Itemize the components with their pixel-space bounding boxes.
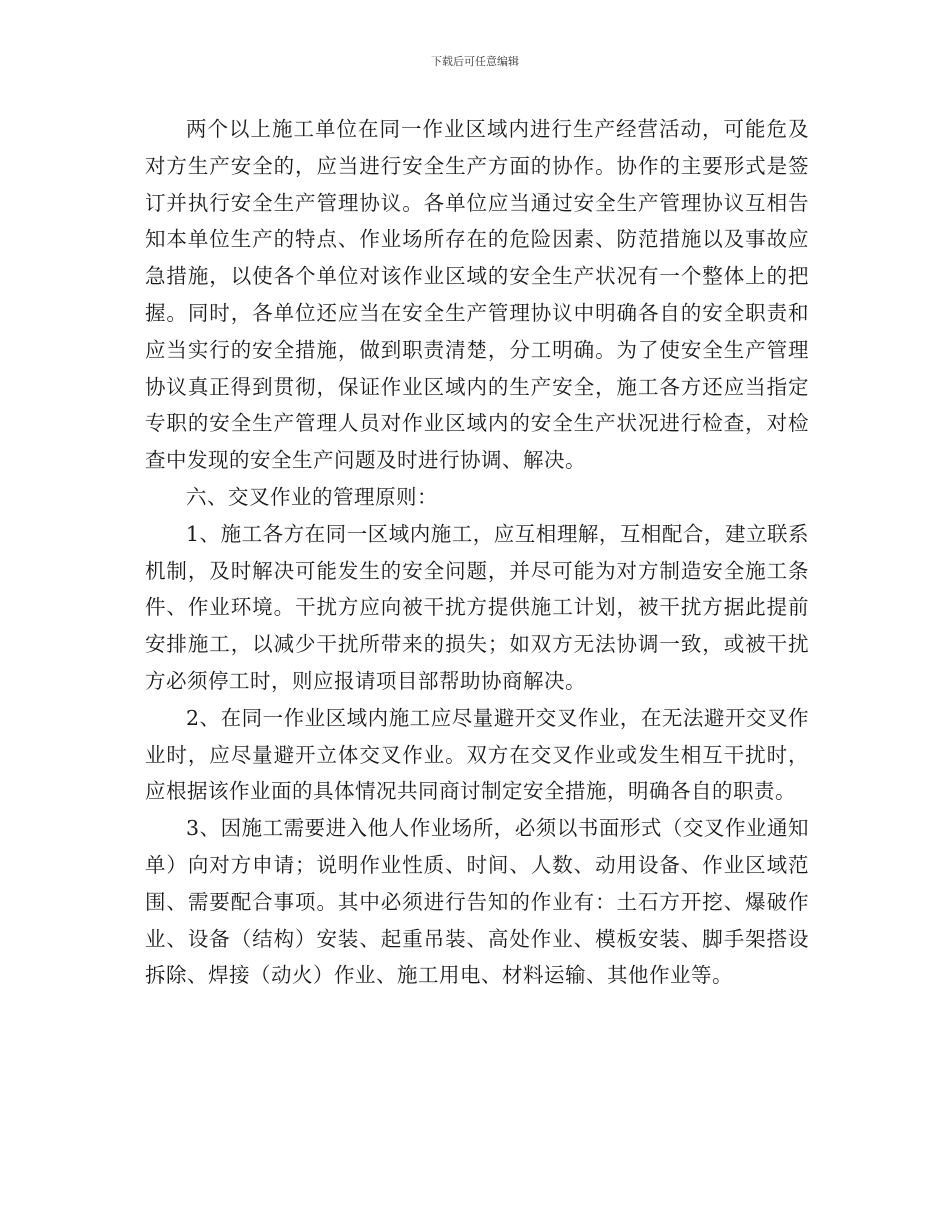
- paragraph-cooperation: 两个以上施工单位在同一作业区域内进行生产经营活动，可能危及对方生产安全的，应当进行安全生产方面的协作。协作的主要形式是签订并执行安全生产管理协议。各单位应当通过安全生产管理协议互相告知本单位生产的特点、作业场所存在的危险因素、防范措施以及事故应急措施，以使各个单位对该作业区域的安全生产状况有一个整体上的把握。同时，各单位还应当在安全生产管理协议中明确各自的安全职责和应当实行的安全措施，做到职责清楚，分工明确。为了使安全生产管理协议真正得到贯彻，保证作业区域内的生产安全，施工各方还应当指定专职的安全生产管理人员对作业区域内的安全生产状况进行检查，对检查中发现的安全生产问题及时进行协调、解决。: [145, 117, 809, 473]
- paragraph-item-2: 2、在同一作业区域内施工应尽量避开交叉作业，在无法避开交叉作业时，应尽量避开立体交叉作业。双方在交叉作业或发生相互干扰时，应根据该作业面的具体情况共同商讨制定安全措施，明确各自的职责。: [145, 705, 809, 804]
- paragraph-item-1: 1、施工各方在同一区域内施工，应互相理解，互相配合，建立联系机制，及时解决可能发生的安全问题，并尽可能为对方制造安全施工条件、作业环境。干扰方应向被干扰方提供施工计划，被干扰方据此提前安排施工，以减少干扰所带来的损失；如双方无法协调一致，或被干扰方必须停工时，则应报请项目部帮助协商解决。: [145, 521, 809, 693]
- paragraph-item-3: 3、因施工需要进入他人作业场所，必须以书面形式（交叉作业通知单）向对方申请；说明作业性质、时间、人数、动用设备、作业区域范围、需要配合事项。其中必须进行告知的作业有：土石方开挖、爆破作业、设备（结构）安装、起重吊装、高处作业、模板安装、脚手架搭设拆除、焊接（动火）作业、施工用电、材料运输、其他作业等。: [145, 816, 809, 988]
- section-heading-cross-operation: 六、交叉作业的管理原则：: [186, 484, 438, 509]
- document-body: [145, 111, 809, 994]
- page-header: 下载后可任意编辑: [431, 55, 519, 68]
